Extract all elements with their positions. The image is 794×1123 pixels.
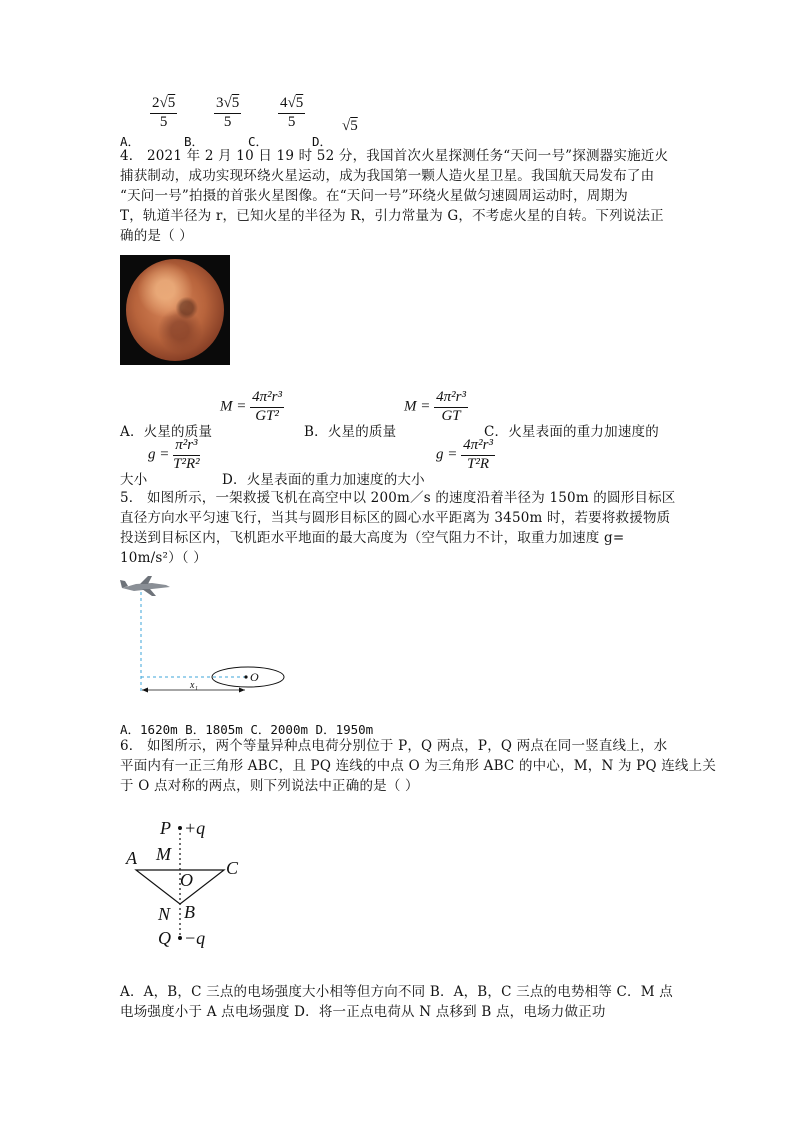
- q5-stem-line: 5． 如图所示，一架救援飞机在高空中以 200m／s 的速度沿着半径为 150m 的圆形目标区: [120, 490, 676, 506]
- q4-stem: [120, 146, 668, 246]
- q4-option-d-label: D．火星表面的重力加速度的大小: [222, 472, 425, 488]
- q4-stem-line: T，轨道半径为 r，已知火星的半径为 R，引力常量为 G，不考虑火星的自转。下列说法正: [120, 208, 664, 224]
- label-o: O: [180, 870, 193, 890]
- point-q: [178, 936, 182, 940]
- q4-stem-line: “天问一号”拍摄的首张火星图像。在“天问一号”环绕火星做匀速圆周运动时，周期为: [120, 188, 628, 204]
- label-m: M: [156, 844, 171, 864]
- q6-stem-line: 于 O 点对称的两点，则下列说法中正确的是（ ）: [120, 778, 419, 794]
- label-p: P: [160, 818, 171, 838]
- q4-option-b-formula: M = $\frac{\text{4π²r³}}{GT}$: [404, 389, 466, 424]
- q6-options-line: A．A，B，C 三点的电场强度大小相等但方向不同 B．A，B，C 三点的电势相等 C．M 点: [120, 984, 673, 1000]
- label-q: Q: [158, 928, 171, 948]
- q4-option-a-formula: M = $\frac{\text{4π²r³}}{\text{GT²}}$: [220, 389, 282, 424]
- q4-option-c-formula: g = $\frac{\text{π²r³}}{\text{T²R²}}$: [148, 437, 200, 472]
- q6-figure: [120, 812, 260, 952]
- q5-stem-line: 10m/s²）（ ）: [120, 550, 207, 566]
- label-c: C: [226, 858, 239, 878]
- q6-options: [120, 982, 673, 1022]
- airplane-icon: [120, 576, 170, 596]
- q3-option-b-formula: $\frac{3√5}{5}$: [216, 95, 240, 130]
- q4-option-a-label: A．火星的质量: [120, 424, 213, 440]
- q5-figure: [118, 572, 288, 702]
- q4-option-b-label: B．火星的质量: [304, 424, 397, 440]
- target-zone: [212, 667, 284, 687]
- q3-option-c-formula: $\frac{4√5}{5}$: [280, 95, 304, 130]
- q4-stem-line: 捕获制动，成功实现环绕火星运动，成为我国第一颗人造火星卫星。我国航天局发布了由: [120, 168, 655, 184]
- point-p: [178, 826, 182, 830]
- q6-stem: [120, 736, 716, 796]
- q3-option-c-label: C．: [248, 134, 269, 149]
- q3-option-d-label: D．: [312, 134, 333, 149]
- q4-option-c-continuation: 大小: [120, 472, 148, 488]
- label-plus-q: +q: [184, 818, 206, 838]
- q5-stem-line: 直径方向水平匀速飞行，当其与圆形目标区的圆心水平距离为 3450m 时，若要将救援物质: [120, 510, 671, 526]
- q3-option-d-formula: √5: [342, 118, 358, 134]
- label-b: B: [184, 902, 195, 922]
- q6-options-line: 电场强度小于 A 点电场强度 D．将一正点电荷从 N 点移到 B 点，电场力做正功: [120, 1004, 606, 1020]
- q6-stem-line: 6． 如图所示，两个等量异种点电荷分别位于 P，Q 两点，P，Q 两点在同一竖直线上，水: [120, 738, 668, 754]
- q5-options: A．1620m B．1805m C．2000m D．1950m: [120, 722, 374, 737]
- mars-planet: [126, 259, 224, 361]
- q5-stem-line: 投送到目标区内，飞机距水平地面的最大高度为（空气阻力不计，取重力加速度 g=: [120, 530, 625, 546]
- q3-option-a-label: A．: [120, 134, 141, 149]
- center-point: [244, 675, 247, 678]
- label-a: A: [126, 848, 137, 868]
- label-n: N: [158, 904, 171, 924]
- q4-option-c-label: C．火星表面的重力加速度的: [484, 424, 659, 440]
- q3-option-a-formula: $\frac{2√5}{5}$: [152, 95, 176, 130]
- q6-stem-line: 平面内有一正三角形 ABC，且 PQ 连线的中点 O 为三角形 ABC 的中心，M，N 为 PQ 连线上关: [120, 758, 717, 774]
- mars-image: [120, 255, 230, 365]
- center-label: O: [250, 670, 259, 684]
- q4-stem-line: 4． 2021 年 2 月 10 日 19 时 52 分，我国首次火星探测任务“天问一号”探测器实施近火: [120, 148, 669, 164]
- label-minus-q: −q: [184, 928, 206, 948]
- q4-stem-line: 确的是（ ）: [120, 228, 193, 244]
- q3-option-b-label: B．: [184, 134, 205, 149]
- distance-label: x₁: [190, 680, 198, 691]
- q5-stem: [120, 488, 676, 568]
- q4-option-d-formula: g = $\frac{\text{4π²r³}}{\text{T²R}}$: [436, 437, 493, 472]
